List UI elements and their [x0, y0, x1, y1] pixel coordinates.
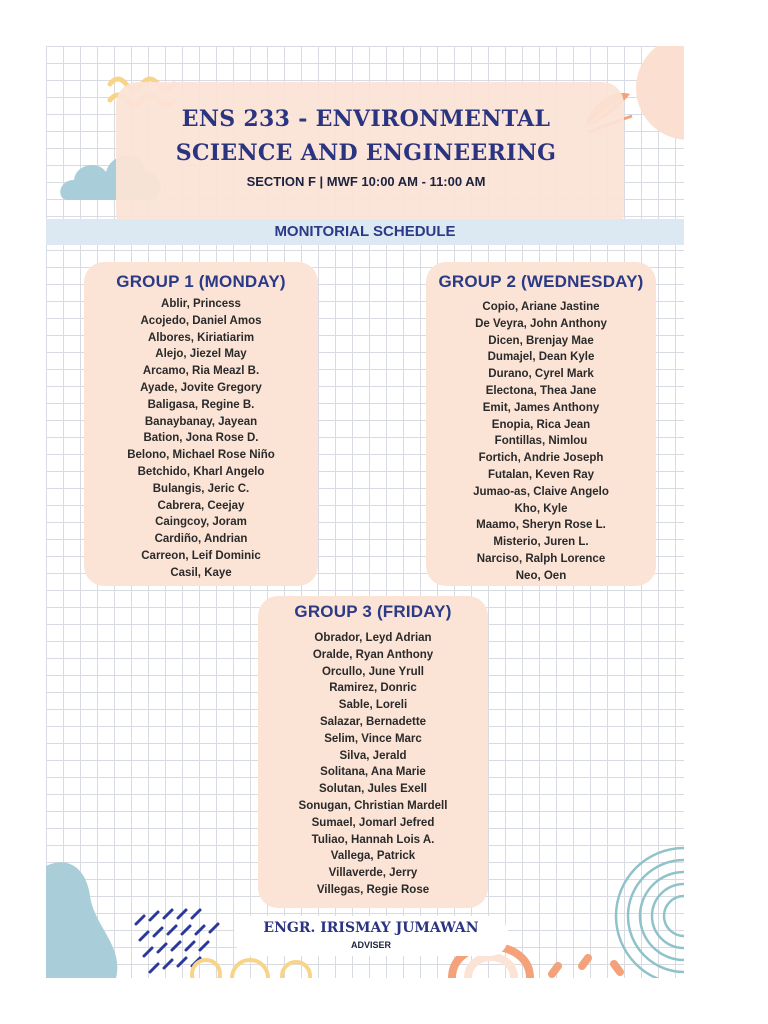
member-name: Ramirez, Donric: [329, 682, 417, 695]
member-name: Alejo, Jiezel May: [155, 348, 247, 361]
member-name: Cabrera, Ceejay: [157, 499, 245, 512]
document-page: [46, 46, 684, 978]
member-name: Banaybanay, Jayean: [144, 415, 258, 428]
member-name: Bulangis, Jeric C.: [152, 482, 250, 495]
member-name: Belono, Michael Rose Niño: [127, 449, 275, 462]
group-2-member-list: [426, 299, 656, 585]
member-name: Salazar, Bernadette: [319, 715, 427, 728]
member-name: Acojedo, Daniel Amos: [140, 314, 262, 327]
member-name: Ayade, Jovite Gregory: [140, 381, 262, 394]
member-name: Sonugan, Christian Mardell: [298, 799, 448, 812]
orange-drops-decoration: [536, 946, 636, 978]
member-name: Albores, Kiriatiarim: [147, 331, 255, 344]
member-name: Carreon, Leif Dominic: [141, 549, 261, 562]
member-name: Maamo, Sheryn Rose L.: [476, 519, 606, 532]
member-name: Emit, James Anthony: [482, 401, 600, 414]
member-name: Arcamo, Ria Meazl B.: [142, 365, 260, 378]
course-title: [126, 102, 606, 170]
member-name: Ablir, Princess: [161, 298, 241, 310]
member-name: Durano, Cyrel Mark: [488, 368, 594, 381]
schedule-title: MONITORIAL SCHEDULE: [274, 223, 456, 240]
group-3-member-list: [258, 630, 488, 899]
member-name: Fortich, Andrie Joseph: [478, 452, 604, 465]
member-name: Sable, Loreli: [338, 699, 408, 712]
adviser-role: ADVISER: [350, 940, 391, 950]
member-name: Electona, Thea Jane: [485, 384, 597, 397]
member-name: Futalan, Keven Ray: [487, 468, 595, 481]
member-name: Silva, Jerald: [339, 749, 407, 762]
member-name: Solutan, Jules Exell: [318, 783, 427, 796]
group-2-panel: [426, 262, 656, 586]
group-1-panel: [84, 262, 318, 586]
member-name: Dicen, Brenjay Mae: [488, 334, 594, 347]
member-name: Solitana, Ana Marie: [320, 766, 426, 779]
group-3-title: GROUP 3 (FRIDAY): [294, 602, 452, 621]
member-name: Bation, Jona Rose D.: [143, 432, 259, 445]
member-name: Baligasa, Regine B.: [147, 398, 255, 411]
member-name: Selim, Vince Marc: [324, 732, 422, 745]
adviser-name: ENGR. IRISMAY JUMAWAN: [263, 920, 479, 936]
member-name: Caingcoy, Joram: [155, 516, 247, 529]
group-1-title: GROUP 1 (MONDAY): [116, 272, 286, 291]
member-name: Tuliao, Hannah Lois A.: [311, 833, 435, 846]
member-name: Villaverde, Jerry: [328, 867, 418, 880]
member-name: Villegas, Regie Rose: [316, 883, 430, 896]
member-name: Jumao-as, Claive Angelo: [473, 485, 609, 498]
member-name: Cardiño, Andrian: [154, 533, 248, 546]
member-name: Sumael, Jomarl Jefred: [311, 816, 435, 829]
member-name: Fontillas, Nimlou: [494, 435, 588, 448]
member-name: Oralde, Ryan Anthony: [312, 648, 434, 661]
member-name: De Veyra, John Anthony: [475, 317, 607, 330]
group-1-member-list: [84, 296, 318, 582]
member-name: Copio, Ariane Jastine: [482, 301, 600, 313]
member-name: Dumajel, Dean Kyle: [487, 351, 595, 364]
member-name: Obrador, Leyd Adrian: [314, 632, 432, 644]
member-name: Orcullo, June Yrull: [321, 665, 425, 678]
member-name: Kho, Kyle: [514, 502, 568, 515]
member-name: Misterio, Juren L.: [493, 536, 589, 549]
member-name: Casil, Kaye: [170, 566, 232, 579]
group-3-panel: [258, 596, 488, 908]
group-2-title: GROUP 2 (WEDNESDAY): [438, 272, 644, 291]
member-name: Vallega, Patrick: [330, 850, 416, 863]
teal-blob-decoration: [46, 856, 126, 978]
course-title-line1: ENS 233 - ENVIRONMENTAL: [181, 106, 551, 132]
member-name: Neo, Oen: [515, 569, 567, 582]
member-name: Betchido, Kharl Angelo: [137, 465, 265, 478]
member-name: Enopia, Rica Jean: [491, 418, 591, 431]
course-title-line2: SCIENCE AND ENGINEERING: [175, 140, 557, 166]
section-schedule: SECTION F | MWF 10:00 AM - 11:00 AM: [246, 174, 486, 189]
member-name: Narciso, Ralph Lorence: [476, 552, 606, 565]
